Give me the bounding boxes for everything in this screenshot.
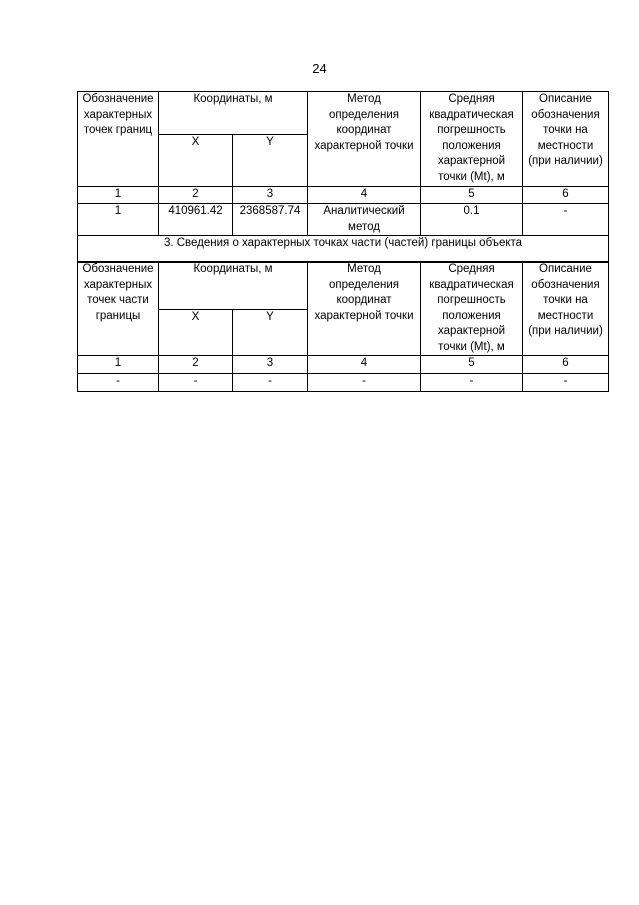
characteristic-points-table bbox=[77, 91, 609, 263]
header-method: Метод определения координат характерной точки bbox=[308, 92, 421, 187]
column-number: 4 bbox=[308, 187, 421, 204]
header-method: Метод определения координат характерной точки bbox=[308, 262, 421, 356]
header-mean-square-error: Средняя квадратическая погрешность положения характерной точки (Mt), м bbox=[421, 262, 523, 356]
cell-description: - bbox=[523, 204, 609, 236]
header-coordinates: Координаты, м bbox=[159, 92, 308, 135]
column-number: 4 bbox=[308, 356, 421, 374]
table-row bbox=[78, 374, 609, 392]
column-number: 6 bbox=[523, 356, 609, 374]
column-number: 2 bbox=[159, 187, 233, 204]
header-x: X bbox=[159, 135, 233, 187]
section-title: 3. Сведения о характерных точках части (частей) границы объекта bbox=[78, 236, 609, 263]
column-number: 6 bbox=[523, 187, 609, 204]
column-number: 3 bbox=[233, 356, 308, 374]
header-x: X bbox=[159, 310, 233, 356]
column-numbers-row bbox=[78, 356, 609, 374]
header-mean-square-error: Средняя квадратическая погрешность положения характерной точки (Mt), м bbox=[421, 92, 523, 187]
cell-x: - bbox=[159, 374, 233, 392]
column-number: 3 bbox=[233, 187, 308, 204]
header-designation: Обозначение характерных точек части границы bbox=[78, 262, 159, 356]
cell-designation: 1 bbox=[78, 204, 159, 236]
cell-error: - bbox=[421, 374, 523, 392]
column-number: 2 bbox=[159, 356, 233, 374]
header-description: Описание обозначения точки на местности (при наличии) bbox=[523, 92, 609, 187]
page-number: 24 bbox=[312, 61, 327, 76]
part-boundary-points-table bbox=[77, 261, 609, 392]
header-description: Описание обозначения точки на местности (при наличии) bbox=[523, 262, 609, 356]
column-number: 1 bbox=[78, 356, 159, 374]
header-y: Y bbox=[233, 310, 308, 356]
cell-error: 0.1 bbox=[421, 204, 523, 236]
column-number: 1 bbox=[78, 187, 159, 204]
cell-y: - bbox=[233, 374, 308, 392]
table-row bbox=[78, 204, 609, 236]
cell-y: 2368587.74 bbox=[233, 204, 308, 236]
column-number: 5 bbox=[421, 187, 523, 204]
cell-method: Аналитический метод bbox=[308, 204, 421, 236]
cell-method: - bbox=[308, 374, 421, 392]
cell-x: 410961.42 bbox=[159, 204, 233, 236]
column-number: 5 bbox=[421, 356, 523, 374]
header-y: Y bbox=[233, 135, 308, 187]
cell-description: - bbox=[523, 374, 609, 392]
column-numbers-row bbox=[78, 187, 609, 204]
header-coordinates: Координаты, м bbox=[159, 262, 308, 310]
header-designation: Обозначение характерных точек границ bbox=[78, 92, 159, 187]
cell-designation: - bbox=[78, 374, 159, 392]
